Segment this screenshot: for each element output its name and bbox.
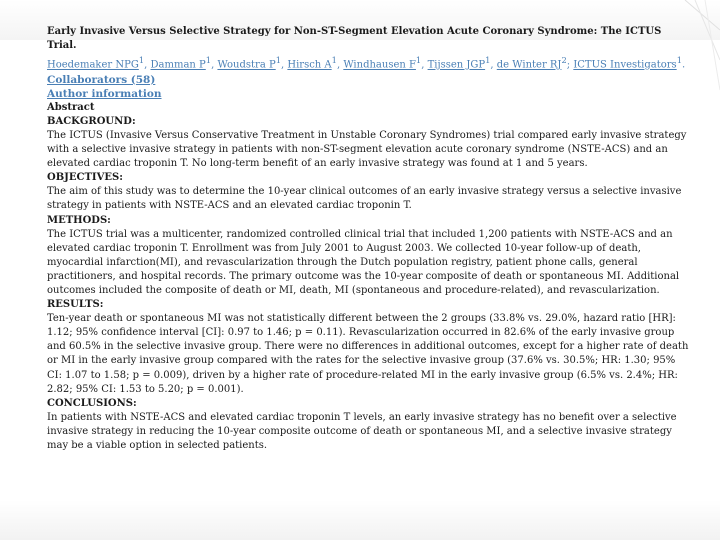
section-heading-methods: METHODS:: [47, 214, 111, 226]
author-link[interactable]: de Winter RJ: [496, 59, 562, 71]
background-bottom-band: [0, 500, 720, 540]
author-link[interactable]: Tijssen JGP: [427, 59, 486, 71]
author-affiliation: 1: [138, 55, 145, 66]
author-affiliation: 1: [331, 55, 337, 66]
author-affiliation: 1: [275, 55, 282, 66]
section-text-conclusions: In patients with NSTE-ACS and elevated cardiac troponin T levels, an early invasive strategy has no benefit over a selective invasive strategy in reducing the 10-year composite outcome of death or spontaneous MI, and a selective invasive strategy may be a viable option in selected patients.: [47, 411, 677, 452]
section-text-objectives: The aim of this study was to determine the 10-year clinical outcomes of an early invasive strategy versus a selective invasive strategy in patients with NSTE-ACS and an elevated cardiac troponin T.: [47, 186, 682, 212]
abstract-page: [47, 25, 692, 453]
section-heading-objectives: OBJECTIVES:: [47, 172, 123, 184]
author-affiliation: 1: [415, 55, 422, 66]
author-link[interactable]: Damman P: [150, 59, 206, 71]
author-information-link[interactable]: Author information: [47, 87, 162, 100]
collaborators-link[interactable]: Collaborators (58): [47, 73, 156, 86]
author-affiliation: 1: [676, 55, 682, 66]
section-text-methods: The ICTUS trial was a multicenter, randomized controlled clinical trial that included 1,200 patients with NSTE-ACS and an elevated cardiac troponin T. Enrollment was from July 2001 to August 2003. We collected 10-year follow-up of death, myocardial infarction(MI), and revascularization through the Dutch population registry, patient phone calls, general practitioners, and hospital records. The primary outcome was the 10-year composite of death or spontaneous MI. Additional outcomes included the composite of death or MI, death, MI (spontaneous and procedure-related), and revascularization.: [47, 228, 680, 297]
author-link[interactable]: Woudstra P: [217, 59, 276, 71]
section-heading-conclusions: CONCLUSIONS:: [47, 397, 137, 409]
author-affiliation: 2: [561, 55, 567, 66]
author-link[interactable]: Hirsch A: [287, 59, 332, 71]
section-heading-results: RESULTS:: [47, 299, 104, 311]
author-affiliation: 1: [485, 55, 491, 66]
author-list: Hoedemaker NPG$^1$, Damman $P^1$, Woudstra $P^1$, Hirsch $A^1$, Windhausen $F^1$, Tijssen JGP$^1$, de Winter $RJ^2$; ICTUS Investigators$^1$.: [47, 55, 686, 71]
abstract-label: Abstract: [47, 101, 95, 113]
author-link[interactable]: Hoedemaker NPG: [47, 59, 139, 71]
author-affiliation: 1: [205, 55, 212, 66]
author-link[interactable]: ICTUS Investigators: [573, 59, 677, 71]
section-text-background: The ICTUS (Invasive Versus Conservative Treatment in Unstable Coronary Syndromes) trial compared early invasive strategy with a selective invasive strategy in patients with non-ST-segment elevation acute coronary syndrome (NSTE-ACS) and an elevated cardiac troponin T. No long-term benefit of an early invasive strategy was found at 1 and 5 years.: [47, 129, 687, 170]
author-link[interactable]: Windhausen F: [343, 59, 416, 71]
article-title: Early Invasive Versus Selective Strategy for Non-ST-Segment Elevation Acute Coronary Syndrome: The ICTUS Trial.: [47, 26, 662, 52]
section-text-results: Ten-year death or spontaneous MI was not statistically different between the 2 groups (33.8% vs. 29.0%, hazard ratio [HR]: 1.12; 95% confidence interval [CI]: 0.97 to 1.46; p = 0.11). Revascularization occurred in 82.6% of the early invasive group and 60.5% in the selective invasive group. There were no differences in additional outcomes, except for a higher rate of death or MI in the early invasive group compared with the rates for the selective invasive group (37.6% vs. 30.5%; HR: 1.30; 95% CI: 1.07 to 1.58; p = 0.009), driven by a higher rate of procedure-related MI in the early invasive group (6.5% vs. 2.4%; HR: 2.82; 95% CI: 1.53 to 5.20; p = 0.001).: [47, 313, 689, 395]
section-heading-background: BACKGROUND:: [47, 115, 136, 127]
